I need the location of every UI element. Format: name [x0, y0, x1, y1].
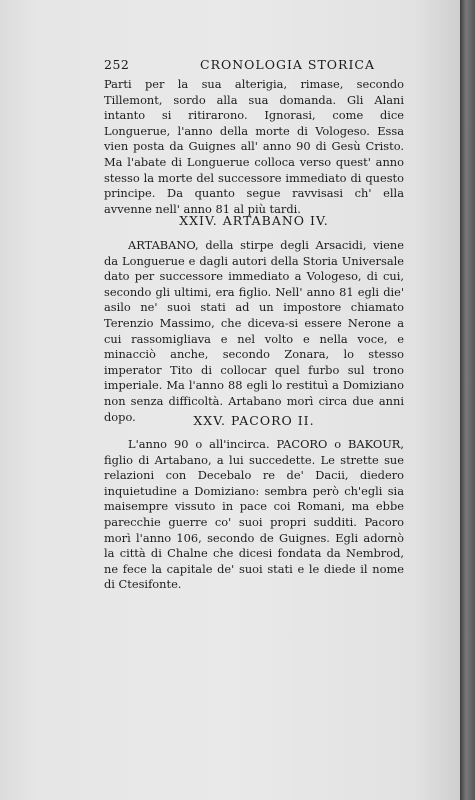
section-title-artabano: XXIV. ARTABANO IV.	[179, 213, 329, 228]
section-body-artabano	[104, 238, 404, 425]
pacoro-paragraph: L'anno 90 o all'incirca. PACORO o BAKOUR, figlio di Artabano, a lui succedette. Le strette sue relazioni con Decebalo re de' Dacii, diedero inquietudine a Domiziano: sembra però ch'egli sia maisempre vissuto in pace coi Romani, ma ebbe parecchie guerre co' suoi propri sudditi. Pacoro morì l'anno 106, secondo de Guignes. Egli adornò la città di Chalne che dicesi fondata da Nembrod, ne fece la capitale de' suoi stati e le diede il nome di Ctesifonte.	[104, 437, 404, 592]
running-title: CRONOLOGIA STORICA	[200, 57, 375, 72]
section-body-pacoro	[104, 437, 404, 593]
artabano-paragraph: ARTABANO, della stirpe degli Arsacidi, viene da Longuerue e dagli autori della Storia Universale dato per successore immediato a Vologeso, di cui, secondo gli ultimi, era figlio. Nell' anno 81 egli die' asilo ne' suoi stati ad un impostore chiamato Terenzio Massimo, che diceva-si essere Nerone a cui rassomigliava e nel volto e nella voce, e minacciò anche, secondo Zonara, lo stesso imperator Tito di collocar quel furbo sul trono imperiale. Ma l'anno 88 egli lo restituì a Domiziano non senza difficoltà. Artabano morì circa due anni dopo.	[104, 238, 404, 424]
section-title-pacoro: XXV. PACORO II.	[193, 413, 315, 428]
continuation-text: Parti per la sua alterigia, rimase, secondo Tillemont, sordo alla sua domanda. Gli Alani intanto si ritirarono. Ignorasi, come dice Longuerue, l'anno della morte di Vologeso. Essa vien posta da Guignes all' anno 90 di Gesù Cristo. Ma l'abate di Longuerue colloca verso quest' anno stesso la morte del successore immediato di questo principe. Da quanto segue ravvisasi ch' ella avvenne nell' anno 81 al più tardi.	[104, 77, 404, 216]
page-number: 252	[104, 57, 130, 72]
book-gutter-shadow	[460, 0, 475, 800]
continuation-paragraph	[104, 77, 404, 217]
